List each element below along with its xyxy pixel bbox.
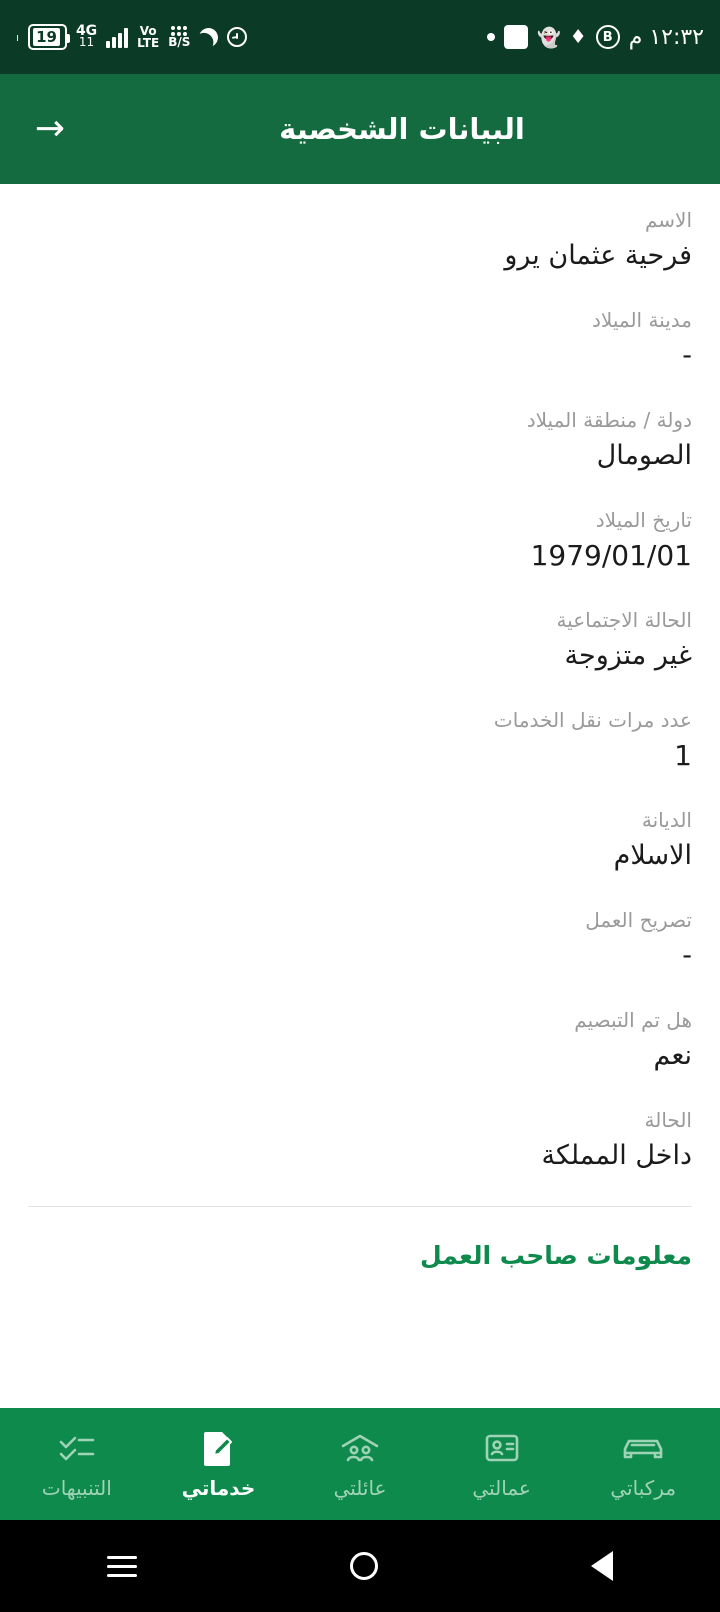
nav-item-vehicles[interactable]	[579, 1428, 707, 1500]
volte-line2: LTE	[137, 36, 160, 50]
status-bar	[0, 0, 720, 74]
data-rate-label: B/S	[168, 35, 191, 49]
signal-strength-small-icon: ı	[16, 30, 20, 44]
field-value: 1979/01/01	[530, 539, 692, 572]
field-fingerprinted	[28, 1006, 692, 1076]
field-marital-status	[28, 606, 692, 676]
field-label: دولة / منطقة الميلاد	[526, 408, 692, 432]
battery-icon	[28, 24, 67, 50]
nav-label: مركباتي	[610, 1476, 677, 1500]
b-badge-icon: B	[596, 25, 620, 49]
nav-item-notifications[interactable]	[13, 1428, 141, 1500]
data-transfer-icon	[168, 26, 190, 48]
field-label: الحالة	[644, 1108, 692, 1132]
snapchat-icon: 👻	[536, 26, 561, 49]
field-value: 1	[674, 739, 692, 772]
bottom-navigation	[0, 1408, 720, 1520]
field-birth-country	[28, 406, 692, 476]
field-service-transfer-count	[28, 706, 692, 776]
checklist-icon	[57, 1428, 97, 1468]
employer-info-link[interactable]: معلومات صاحب العمل	[419, 1241, 692, 1270]
battery-level-label: 19	[33, 28, 60, 46]
field-value: الصومال	[596, 440, 692, 471]
network-type-label: 4G	[75, 23, 98, 39]
status-bar-left	[16, 24, 247, 50]
services-edit-icon	[201, 1428, 235, 1468]
field-label: الاسم	[644, 208, 692, 232]
back-triangle-icon[interactable]	[591, 1551, 613, 1581]
do-not-disturb-icon	[197, 25, 221, 49]
field-label: الديانة	[641, 808, 692, 832]
diamond-icon: ♦	[569, 26, 587, 48]
field-name	[28, 206, 692, 276]
field-label: هل تم التبصيم	[574, 1008, 692, 1032]
volte-line1: Vo	[139, 24, 157, 38]
nav-item-workers[interactable]	[438, 1428, 566, 1500]
id-card-icon	[484, 1428, 520, 1468]
signal-bars-icon	[106, 26, 128, 48]
nav-label: خدماتي	[181, 1476, 256, 1500]
nav-label: التنبيهات	[41, 1476, 112, 1500]
nav-item-services[interactable]	[154, 1428, 282, 1500]
field-value: الاسلام	[613, 840, 692, 871]
field-value: نعم	[653, 1040, 692, 1071]
field-birth-date	[28, 506, 692, 576]
field-value: داخل المملكة	[541, 1140, 692, 1171]
volte-icon	[137, 25, 159, 49]
field-value: غير متزوجة	[564, 640, 692, 671]
menu-icon[interactable]	[107, 1550, 137, 1583]
app-bar	[0, 74, 720, 184]
personal-info-list	[0, 184, 720, 1408]
field-value: -	[682, 940, 692, 971]
car-icon	[621, 1428, 665, 1468]
field-value: فرحية عثمان يرو	[504, 240, 692, 271]
nav-label: عمالتي	[472, 1476, 531, 1500]
family-icon	[339, 1428, 381, 1468]
system-navigation-bar	[0, 1520, 720, 1612]
home-circle-icon[interactable]	[350, 1552, 378, 1580]
field-label: مدينة الميلاد	[592, 308, 692, 332]
alarm-icon	[227, 27, 247, 47]
field-label: عدد مرات نقل الخدمات	[493, 708, 692, 732]
back-arrow-icon[interactable]: →	[34, 108, 66, 149]
employer-info-row[interactable]	[28, 1207, 692, 1280]
field-label: تاريخ الميلاد	[595, 508, 692, 532]
square-icon	[504, 25, 528, 49]
network-type-icon	[75, 23, 98, 49]
page-title: البيانات الشخصية	[279, 112, 525, 146]
field-religion	[28, 806, 692, 876]
field-label: الحالة الاجتماعية	[556, 608, 692, 632]
dot-icon	[487, 33, 495, 41]
field-status	[28, 1106, 692, 1176]
status-bar-clock: ١٢:٣٢ م	[628, 24, 704, 50]
field-value: -	[682, 340, 692, 371]
field-label: تصريح العمل	[585, 908, 692, 932]
nav-label: عائلتي	[333, 1476, 387, 1500]
status-bar-right	[487, 25, 704, 50]
field-work-permit	[28, 906, 692, 976]
field-birth-city	[28, 306, 692, 376]
network-type-sub-label: 11	[78, 35, 95, 49]
nav-item-family[interactable]	[296, 1428, 424, 1500]
